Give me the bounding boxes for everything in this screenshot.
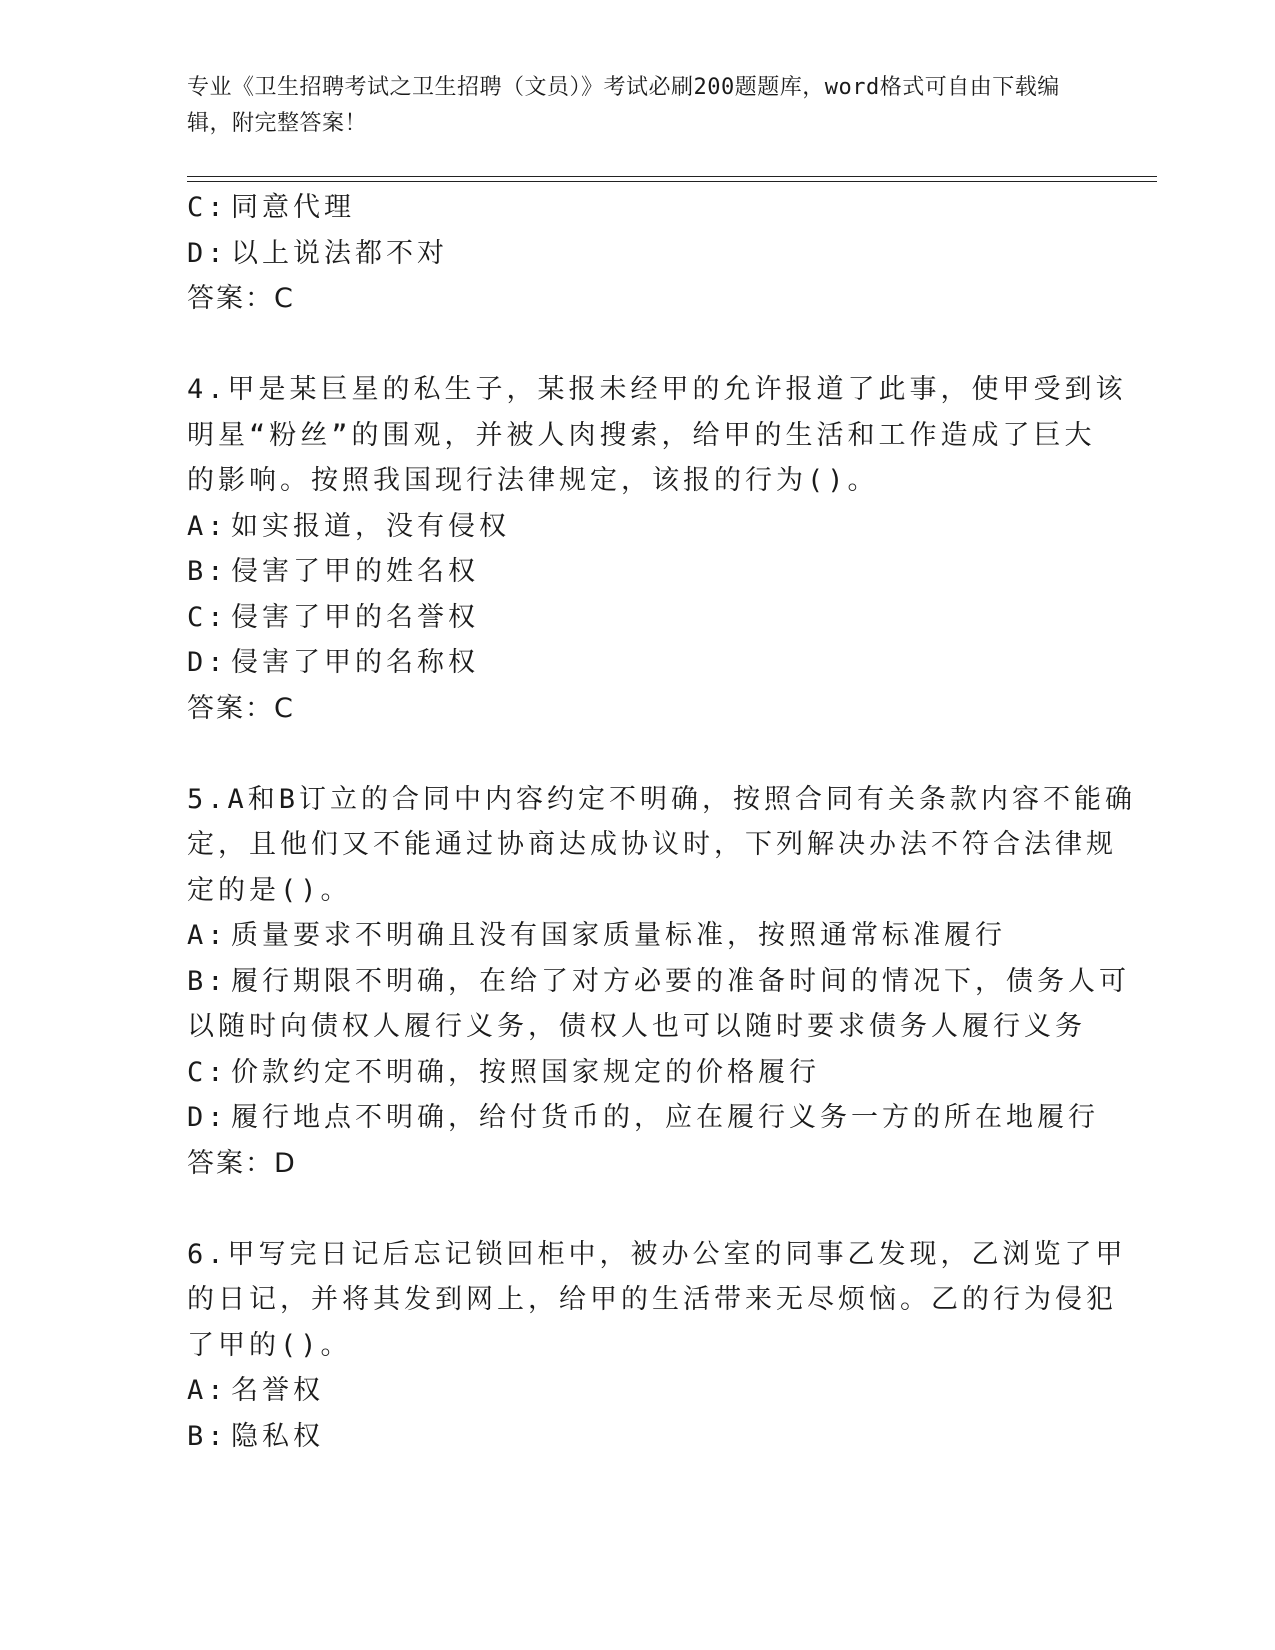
option-continuation-line: 以随时向债权人履行义务，债权人也可以随时要求债务人履行义务 bbox=[187, 1011, 1086, 1042]
question-block bbox=[187, 1232, 1127, 1460]
option-text: 同意代理 bbox=[231, 192, 355, 223]
option-key: A: bbox=[187, 920, 228, 951]
option-text: 履行期限不明确，在给了对方必要的准备时间的情况下，债务人可 bbox=[231, 965, 1130, 997]
option-line bbox=[187, 1414, 1087, 1460]
option-key: C: bbox=[187, 192, 228, 223]
question-stem-line: 的影响。按照我国现行法律规定，该报的行为()。 bbox=[187, 465, 879, 496]
option-text: 价款约定不明确，按照国家规定的价格履行 bbox=[231, 1056, 820, 1088]
option-key: C: bbox=[187, 601, 228, 633]
option-key: A: bbox=[187, 1375, 228, 1406]
option-line bbox=[187, 959, 1130, 1005]
option-text: 侵害了甲的名称权 bbox=[231, 647, 479, 678]
page-header: 专业《卫生招聘考试之卫生招聘（文员）》考试必刷200题题库，word格式可自由下载编辑，附完整答案！ bbox=[187, 75, 1060, 136]
option-key: B: bbox=[187, 965, 228, 997]
option-line bbox=[187, 640, 1087, 686]
answer-line: 答案：D bbox=[187, 1147, 297, 1179]
option-line bbox=[187, 1050, 1087, 1096]
question-stem-line: 5.A和B订立的合同中内容约定不明确，按照合同有关条款内容不能确 bbox=[187, 783, 1137, 815]
option-text: 如实报道，没有侵权 bbox=[231, 510, 510, 542]
option-line bbox=[187, 1368, 1087, 1414]
document-body bbox=[187, 185, 1137, 1459]
option-line bbox=[187, 504, 1087, 550]
option-text: 以上说法都不对 bbox=[231, 237, 448, 269]
question-stem-line: 定，且他们又不能通过协商达成协议时，下列解决办法不符合法律规 bbox=[187, 829, 1117, 860]
option-key: B: bbox=[187, 1420, 228, 1452]
question-stem-line: 定的是()。 bbox=[187, 874, 352, 906]
option-key: A: bbox=[187, 510, 228, 542]
option-key: C: bbox=[187, 1056, 228, 1088]
option-key: D: bbox=[187, 647, 228, 678]
option-line bbox=[187, 231, 1087, 277]
answer-line: 答案：C bbox=[187, 692, 295, 724]
header-rule-top bbox=[187, 176, 1157, 177]
option-key: B: bbox=[187, 556, 228, 587]
option-line bbox=[187, 549, 1087, 595]
question-stem-line: 6.甲写完日记后忘记锁回柜中，被办公室的同事乙发现，乙浏览了甲 bbox=[187, 1238, 1127, 1270]
question-stem-line: 4.甲是某巨星的私生子，某报未经甲的允许报道了此事，使甲受到该 bbox=[187, 374, 1127, 405]
question-stem-line: 了甲的()。 bbox=[187, 1329, 352, 1361]
question-stem-line: 明星“粉丝”的围观，并被人肉搜索，给甲的生活和工作造成了巨大 bbox=[187, 419, 1096, 451]
option-line bbox=[187, 595, 1087, 641]
header-rule-bottom bbox=[187, 181, 1157, 182]
option-text: 名誉权 bbox=[231, 1375, 324, 1406]
answer-line: 答案：C bbox=[187, 283, 295, 314]
option-key: D: bbox=[187, 237, 228, 269]
option-text: 侵害了甲的名誉权 bbox=[231, 601, 479, 633]
option-line bbox=[187, 913, 1087, 959]
question-block bbox=[187, 777, 1137, 1187]
option-text: 隐私权 bbox=[231, 1420, 324, 1452]
option-text: 履行地点不明确，给付货币的，应在履行义务一方的所在地履行 bbox=[231, 1102, 1099, 1133]
option-text: 质量要求不明确且没有国家质量标准，按照通常标准履行 bbox=[231, 920, 1006, 951]
option-text: 侵害了甲的姓名权 bbox=[231, 556, 479, 587]
option-line bbox=[187, 1095, 1099, 1141]
question-block bbox=[187, 367, 1127, 731]
question-stem-line: 的日记，并将其发到网上，给甲的生活带来无尽烦恼。乙的行为侵犯 bbox=[187, 1284, 1117, 1315]
option-key: D: bbox=[187, 1102, 228, 1133]
option-line bbox=[187, 185, 1087, 231]
